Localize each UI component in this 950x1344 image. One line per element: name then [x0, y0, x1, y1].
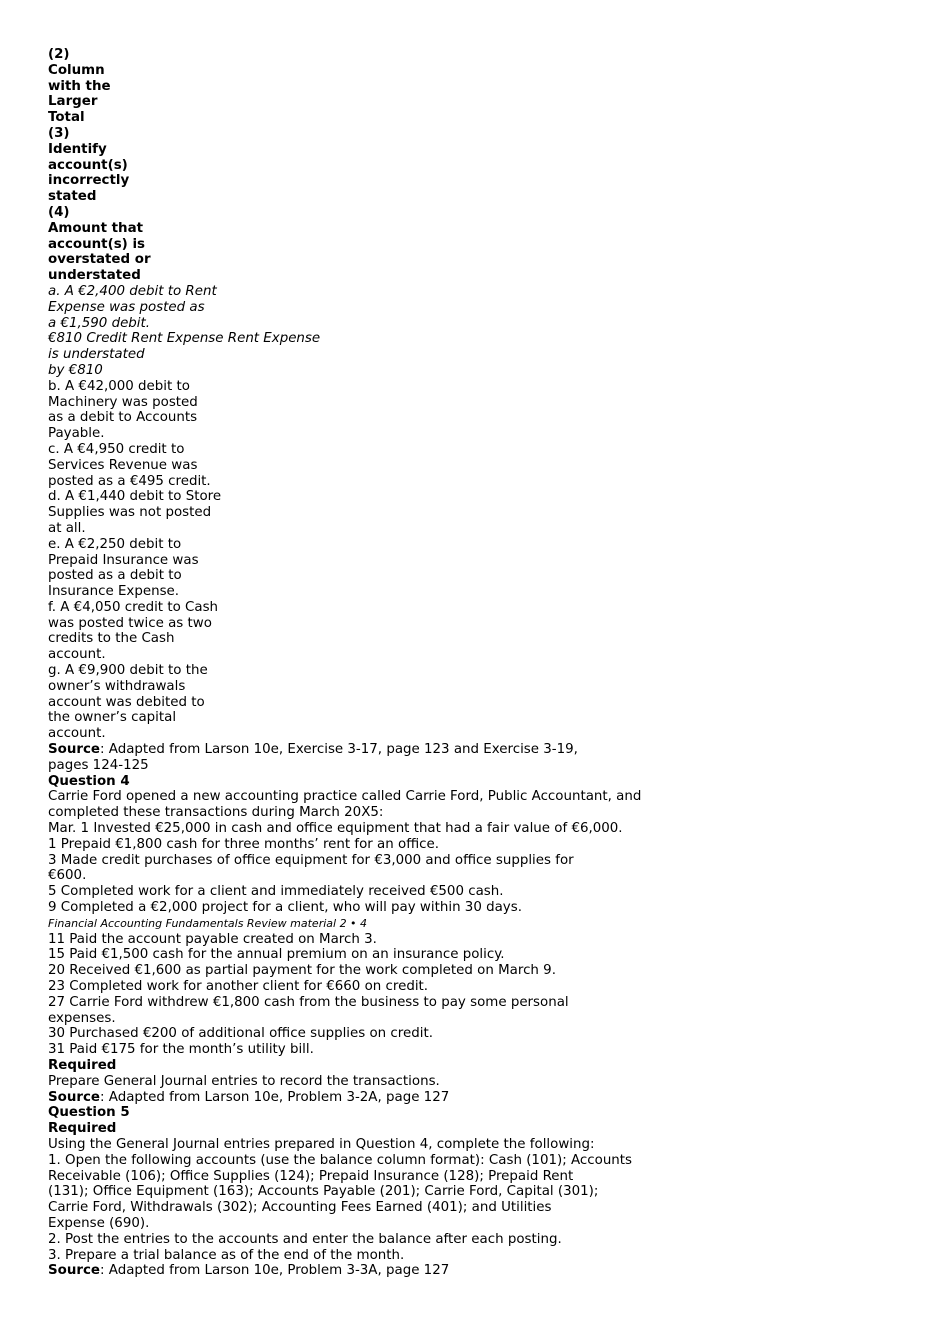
- document-page: [48, 47, 908, 1279]
- transaction-line: €600.: [48, 868, 87, 884]
- instruction-line: Using the General Journal entries prepared in Question 4, complete the following:: [48, 1136, 595, 1152]
- item-line: e. A €2,250 debit to: [48, 536, 182, 552]
- item-line: Prepaid Insurance was: [48, 552, 199, 568]
- example-line: is understated: [48, 347, 145, 363]
- source-label: Source: [48, 1263, 100, 1279]
- instruction-line: 3. Prepare a trial balance as of the end of the month.: [48, 1247, 405, 1263]
- item-f: [48, 600, 908, 663]
- transaction-line: 27 Carrie Ford withdrew €1,800 cash from the business to pay some personal: [48, 994, 569, 1010]
- header-line: account(s): [48, 157, 128, 173]
- question-4: [48, 774, 908, 1106]
- header-line: overstated or: [48, 252, 151, 268]
- item-line: account was debited to: [48, 694, 205, 710]
- required-text: Prepare General Journal entries to record the transactions.: [48, 1073, 440, 1089]
- q3-source: [48, 742, 908, 774]
- item-line: was posted twice as two: [48, 615, 212, 631]
- header-line: Identify: [48, 141, 107, 157]
- example-line: a. A €2,400 debit to Rent: [48, 283, 217, 299]
- example-line: €810 Credit Rent Expense Rent Expense: [48, 331, 321, 347]
- transaction-line: 1 Prepaid €1,800 cash for three months’ rent for an office.: [48, 836, 440, 852]
- instruction-line: Expense (690).: [48, 1215, 150, 1231]
- item-line: owner’s withdrawals: [48, 678, 186, 694]
- header-line: (4): [48, 204, 70, 220]
- item-line: c. A €4,950 credit to: [48, 441, 185, 457]
- item-line: as a debit to Accounts: [48, 410, 198, 426]
- source-text: : Adapted from Larson 10e, Problem 3-2A, page 127: [100, 1089, 450, 1105]
- source-text: : Adapted from Larson 10e, Problem 3-3A, page 127: [100, 1263, 450, 1279]
- header-line: Total: [48, 110, 85, 126]
- instruction-line: 1. Open the following accounts (use the balance column format): Cash (101); Accounts: [48, 1152, 633, 1168]
- header-line: (3): [48, 125, 70, 141]
- header-line: Larger: [48, 94, 98, 110]
- item-line: at all.: [48, 520, 86, 536]
- header-line: (2): [48, 47, 70, 62]
- source-text-cont: pages 124-125: [48, 757, 149, 773]
- item-line: g. A €9,900 debit to the: [48, 663, 208, 679]
- header-line: incorrectly: [48, 173, 130, 189]
- intro-line: completed these transactions during March 20X5:: [48, 805, 384, 821]
- item-line: account.: [48, 726, 106, 742]
- required-heading: Required: [48, 1121, 117, 1137]
- example-item: [48, 284, 908, 379]
- item-line: Machinery was posted: [48, 394, 198, 410]
- question-heading: Question 4: [48, 773, 130, 789]
- column-header-4: [48, 205, 908, 284]
- transaction-line: Mar. 1 Invested €25,000 in cash and office equipment that had a fair value of €6,000.: [48, 821, 623, 837]
- header-line: stated: [48, 189, 97, 205]
- item-line: posted as a debit to: [48, 568, 182, 584]
- transaction-line: 11 Paid the account payable created on March 3.: [48, 931, 377, 947]
- required-heading: Required: [48, 1058, 117, 1073]
- transaction-line: 31 Paid €175 for the month’s utility bill.: [48, 1042, 314, 1058]
- item-line: d. A €1,440 debit to Store: [48, 489, 222, 505]
- transaction-line: 30 Purchased €200 of additional office supplies on credit.: [48, 1026, 433, 1042]
- instruction-line: 2. Post the entries to the accounts and enter the balance after each posting.: [48, 1231, 562, 1247]
- example-line: Expense was posted as: [48, 299, 205, 315]
- example-line: a €1,590 debit.: [48, 315, 151, 331]
- header-line: account(s) is: [48, 236, 146, 252]
- item-c: [48, 442, 908, 489]
- page-footer: Financial Accounting Fundamentals Review material 2 • 4: [48, 916, 368, 930]
- instruction-line: Carrie Ford, Withdrawals (302); Accounting Fees Earned (401); and Utilities: [48, 1200, 552, 1216]
- instruction-line: Receivable (106); Office Supplies (124); Prepaid Insurance (128); Prepaid Rent: [48, 1168, 574, 1184]
- item-g: [48, 663, 908, 742]
- transaction-line: 23 Completed work for another client for €660 on credit.: [48, 979, 429, 995]
- header-line: with the: [48, 78, 111, 94]
- item-line: f. A €4,050 credit to Cash: [48, 599, 219, 615]
- transaction-line: 15 Paid €1,500 cash for the annual premium on an insurance policy.: [48, 947, 505, 963]
- question-heading: Question 5: [48, 1105, 130, 1121]
- transaction-line: 9 Completed a €2,000 project for a client, who will pay within 30 days.: [48, 900, 522, 916]
- transaction-line: 3 Made credit purchases of office equipment for €3,000 and office supplies for: [48, 852, 574, 868]
- item-line: b. A €42,000 debit to: [48, 378, 190, 394]
- item-line: Supplies was not posted: [48, 505, 212, 521]
- item-d: [48, 489, 908, 536]
- question-5: [48, 1105, 908, 1279]
- transaction-line: expenses.: [48, 1010, 116, 1026]
- item-line: Insurance Expense.: [48, 584, 180, 600]
- column-header-2: [48, 47, 908, 126]
- item-line: the owner’s capital: [48, 710, 177, 726]
- column-header-3: [48, 126, 908, 205]
- example-line: by €810: [48, 362, 103, 378]
- item-line: Services Revenue was: [48, 457, 198, 473]
- header-line: Column: [48, 62, 105, 78]
- item-line: account.: [48, 647, 106, 663]
- item-line: Payable.: [48, 426, 105, 442]
- transaction-line: 20 Received €1,600 as partial payment for the work completed on March 9.: [48, 963, 556, 979]
- header-line: understated: [48, 268, 141, 284]
- header-line: Amount that: [48, 220, 144, 236]
- item-e: [48, 537, 908, 600]
- item-line: posted as a €495 credit.: [48, 473, 211, 489]
- item-b: [48, 379, 908, 442]
- intro-line: Carrie Ford opened a new accounting practice called Carrie Ford, Public Accountant, and: [48, 789, 642, 805]
- transaction-line: 5 Completed work for a client and immediately received €500 cash.: [48, 884, 504, 900]
- source-text: : Adapted from Larson 10e, Exercise 3-17, page 123 and Exercise 3-19,: [100, 742, 578, 758]
- instruction-line: (131); Office Equipment (163); Accounts Payable (201); Carrie Ford, Capital (301);: [48, 1184, 599, 1200]
- item-line: credits to the Cash: [48, 631, 175, 647]
- source-label: Source: [48, 742, 100, 758]
- source-label: Source: [48, 1089, 100, 1105]
